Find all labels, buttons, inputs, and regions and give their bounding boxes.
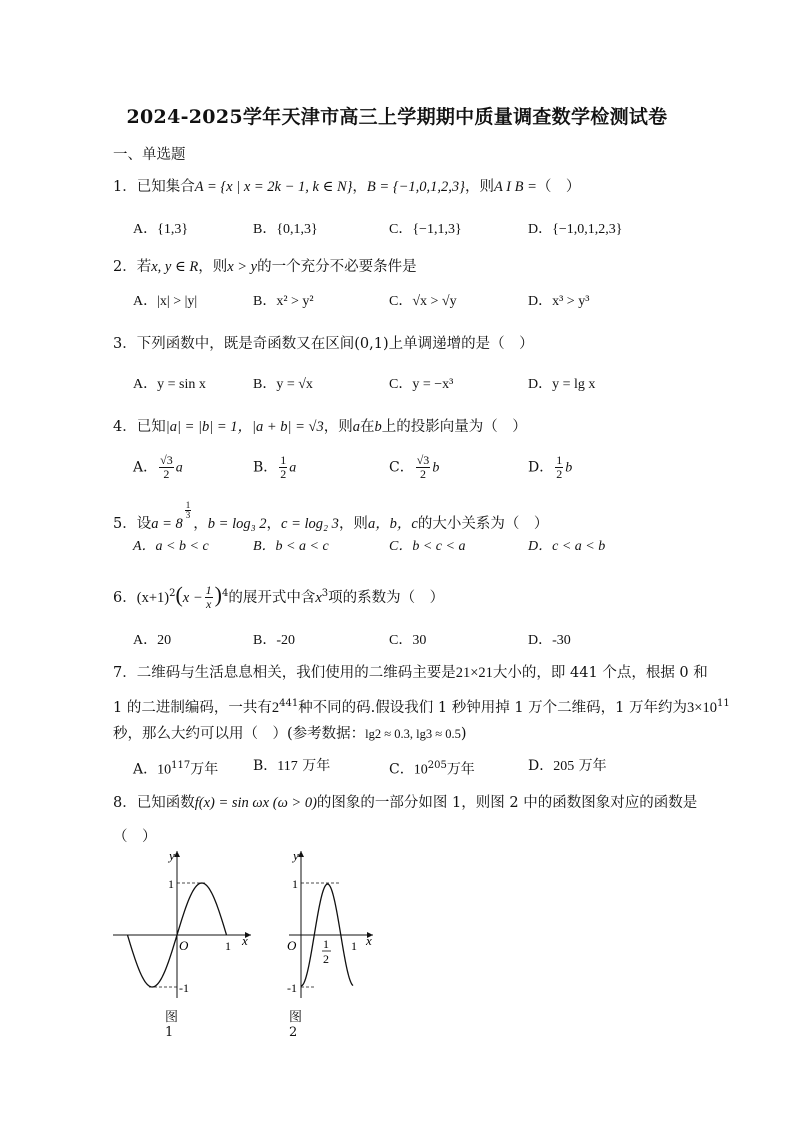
q6-option-a[interactable]: A．20 xyxy=(133,633,172,648)
q7-option-c-base: 10 xyxy=(413,762,428,778)
q4-option-c[interactable] xyxy=(389,454,439,481)
q7-line1-a: 7．二维码与生活息息相关，我们使用的二维码主要是 xyxy=(113,665,456,681)
q8-stem-a: 8．已知函数 xyxy=(113,795,195,811)
q7-option-b[interactable] xyxy=(253,756,330,777)
fig1-tick-ym1: -1 xyxy=(179,981,189,995)
q5-option-d[interactable]: D．c < a < b xyxy=(528,539,606,554)
q4-cond: |a| = |b| = 1，|a + b| = √3 xyxy=(165,419,324,435)
q6-frac-den: x xyxy=(205,597,212,612)
q1-option-a[interactable]: A．{1,3} xyxy=(133,222,189,237)
q1-expr: A I B = xyxy=(493,179,537,195)
fig2-origin-label: O xyxy=(287,938,297,953)
question-6 xyxy=(113,581,445,612)
q7-pow-exp: 441 xyxy=(279,698,299,709)
page-title: 2024-2025学年天津市高三上学期期中质量调查数学检测试卷 xyxy=(126,106,668,128)
q6-expr-a-exp: 2 xyxy=(169,588,176,599)
q6-options xyxy=(133,631,733,651)
q7-option-b-unit: 万年 xyxy=(297,758,331,774)
q5-a-exp-den: 3 xyxy=(185,510,191,520)
q6-right-paren: ) xyxy=(214,581,222,607)
q8-answer-paren: （ ） xyxy=(113,829,157,845)
q1-option-d[interactable]: D．{−1,0,1,2,3} xyxy=(528,222,623,237)
q2-option-d[interactable]: D．x³ > y³ xyxy=(528,294,590,309)
q7-option-c[interactable] xyxy=(389,756,475,781)
q6-stem-a: 6． xyxy=(113,589,137,606)
fig2-x-label: x xyxy=(366,933,372,948)
question-2 xyxy=(113,257,417,277)
q2-stem-c: 的一个充分不必要条件是 xyxy=(257,259,417,275)
q7-option-a-label: A． xyxy=(133,761,158,778)
question-3: 3．下列函数中，既是奇函数又在区间(0,1)上单调递增的是（ ） xyxy=(113,336,534,352)
q7-pow-base: 2 xyxy=(271,699,280,716)
fig2-y-label: y xyxy=(293,848,299,863)
q7-line1-b: 大小的，即 441 个点，根据 0 和 xyxy=(492,665,708,681)
q5-stem-d: ，则 xyxy=(338,516,368,532)
q5-stem-b: ， xyxy=(193,516,208,532)
q1-option-b[interactable]: B．{0,1,3} xyxy=(253,222,318,237)
figure-1-caption: 图1 xyxy=(165,1010,179,1040)
q4-vec-b: b xyxy=(374,419,382,435)
q4-option-c-den: 2 xyxy=(420,467,427,481)
fig1-tick-x1: 1 xyxy=(225,939,231,953)
fig2-tick-y1: 1 xyxy=(292,877,298,891)
q2-option-a[interactable]: A．|x| > |y| xyxy=(133,294,198,309)
section-heading: 一、单选题 xyxy=(113,147,186,163)
fig1-origin-label: O xyxy=(179,938,189,953)
q4-option-a-fraction xyxy=(159,454,174,481)
q5-option-a[interactable]: A．a < b < c xyxy=(133,539,209,554)
q1-stem-d: （ ） xyxy=(536,179,581,195)
q4-stem-d: 上的投影向量为（ ） xyxy=(381,419,527,435)
q7-option-a[interactable] xyxy=(133,756,218,781)
fig2-tick-ym1: -1 xyxy=(287,981,297,995)
q4-option-c-label: C． xyxy=(389,459,414,476)
q4-option-b-num: 1 xyxy=(280,453,287,467)
q6-expr-b-exp: 4 xyxy=(221,588,229,599)
figure-2-graph xyxy=(273,846,393,1001)
q3-options xyxy=(133,375,733,395)
q1-set-a: A = {x | x = 2k − 1, k ∈ N} xyxy=(194,179,353,195)
q6-left-paren: ( xyxy=(175,581,183,607)
q3-option-d[interactable]: D．y = lg x xyxy=(528,377,596,392)
q4-option-c-num: √3 xyxy=(416,453,430,467)
q7-ref: lg2 ≈ 0.3, lg3 ≈ 0.5 xyxy=(365,727,461,741)
q5-a-exponent xyxy=(185,501,192,520)
q2-cond: x > y xyxy=(227,259,258,275)
q4-option-a-den: 2 xyxy=(163,467,170,481)
q4-option-b-label: B． xyxy=(253,459,278,476)
fig1-y-label: y xyxy=(169,848,175,863)
question-7-line-2 xyxy=(113,694,730,718)
q6-option-c[interactable]: C．30 xyxy=(389,633,427,648)
q4-option-c-vec: b xyxy=(432,460,440,476)
q7-line2-a: 1 的二进制编码，一共有 xyxy=(113,699,272,716)
q3-option-b[interactable]: B．y = √x xyxy=(253,377,313,392)
q4-stem-c: 在 xyxy=(360,419,375,435)
question-7-line-1 xyxy=(113,663,708,683)
q6-term: x xyxy=(315,589,322,606)
q5-option-b[interactable]: B．b < a < c xyxy=(253,539,329,554)
q4-option-b[interactable] xyxy=(253,454,296,481)
question-8 xyxy=(113,793,697,813)
q2-stem-a: 2．若 xyxy=(113,259,152,275)
q7-line3-a: 秒，那么大约可以用（ ）(参考数据： xyxy=(113,726,366,742)
q5-stem-a: 5．设 xyxy=(113,516,152,532)
q6-term-exp: 3 xyxy=(321,588,329,599)
q7-option-a-base: 10 xyxy=(157,762,172,778)
q6-stem-c: 项的系数为（ ） xyxy=(328,589,445,606)
q5-b-expr: b = log₃ 2 xyxy=(207,516,267,532)
q5-stem-c: ， xyxy=(266,516,282,532)
q7-option-d-base: 205 xyxy=(553,759,575,774)
q8-func: f(x) = sin ωx (ω > 0) xyxy=(194,795,317,811)
q5-vars: a，b，c xyxy=(367,516,418,532)
q4-option-c-fraction xyxy=(416,454,431,481)
q7-option-d[interactable] xyxy=(528,756,607,777)
q4-option-b-vec: a xyxy=(289,460,297,476)
q5-a-base: a = 8 xyxy=(151,516,183,532)
q7-option-b-label: B． xyxy=(253,758,278,774)
q2-option-b[interactable]: B．x² > y² xyxy=(253,294,314,309)
q4-option-a-vec: a xyxy=(175,460,183,476)
fig1-x-label: x xyxy=(242,933,248,948)
q7-option-c-unit: 万年 xyxy=(446,761,475,778)
fig1-tick-y1: 1 xyxy=(168,877,174,891)
q2-option-c[interactable]: C．√x > √y xyxy=(389,294,457,309)
fig2-tick-x1: 1 xyxy=(351,939,357,953)
q7-option-c-label: C． xyxy=(389,761,414,778)
q6-fraction xyxy=(205,584,213,611)
q4-option-b-den: 2 xyxy=(280,467,287,481)
q4-option-a-num: √3 xyxy=(160,453,173,467)
q7-option-d-unit: 万年 xyxy=(574,758,607,774)
q5-options xyxy=(133,537,733,557)
q6-option-d[interactable]: D．-30 xyxy=(528,633,571,648)
q4-vec-a: a xyxy=(352,419,360,435)
figure-1-graph xyxy=(113,846,258,1001)
q7-option-b-base: 117 xyxy=(277,759,298,774)
q6-expr-a: (x+1) xyxy=(136,589,170,606)
q4-stem-a: 4．已知 xyxy=(113,419,166,435)
q4-option-d-fraction xyxy=(555,454,563,481)
q7-options xyxy=(133,756,733,776)
q6-expr-b: x − xyxy=(182,589,203,606)
q4-option-a-label: A． xyxy=(133,459,158,476)
q6-option-b[interactable]: B．-20 xyxy=(253,633,295,648)
q7-option-d-label: D． xyxy=(528,758,554,774)
q5-stem-e: 的大小关系为（ ） xyxy=(417,516,549,532)
q4-option-b-fraction xyxy=(279,454,287,481)
q4-options xyxy=(133,454,733,484)
q1-stem-b: ， xyxy=(352,179,367,195)
q7-line3-b: ) xyxy=(460,726,467,742)
q4-option-d-num: 1 xyxy=(556,453,563,467)
q6-frac-num: 1 xyxy=(205,583,212,598)
q2-options xyxy=(133,292,733,312)
q5-option-c[interactable]: C．b < c < a xyxy=(389,539,466,554)
q3-option-c[interactable]: C．y = −x³ xyxy=(389,377,454,392)
q1-option-c[interactable]: C．{−1,1,3} xyxy=(389,222,462,237)
q4-option-a[interactable] xyxy=(133,454,183,481)
q5-c-expr: c = log₂ 3 xyxy=(281,516,339,532)
figure-2-caption: 图2 xyxy=(289,1010,303,1040)
question-5 xyxy=(113,501,548,534)
q7-option-a-exp: 117 xyxy=(171,760,191,771)
question-1 xyxy=(113,177,580,197)
q6-stem-b: 的展开式中含 xyxy=(228,589,316,606)
q7-option-c-exp: 205 xyxy=(427,760,447,771)
question-7-line-3 xyxy=(113,724,467,744)
question-4 xyxy=(113,417,527,437)
q8-stem-b: 的图象的一部分如图 1，则图 2 中的函数图象对应的函数是 xyxy=(316,795,698,811)
q4-stem-b: ，则 xyxy=(323,419,353,435)
q2-vars: x, y ∈ R xyxy=(151,259,199,275)
q1-stem-c: ，则 xyxy=(464,179,494,195)
fig2-tick-half-den: 2 xyxy=(323,952,329,966)
q4-option-d-vec: b xyxy=(565,460,573,476)
q7-option-a-unit: 万年 xyxy=(190,761,219,778)
q7-line2-b: 种不同的码.假设我们 1 秒钟用掉 1 万个二维码，1 万年约为 xyxy=(298,699,688,716)
q7-years: 3×10 xyxy=(687,699,717,716)
q3-option-a[interactable]: A．y = sin x xyxy=(133,377,206,392)
q4-option-d-label: D． xyxy=(528,459,554,476)
q1-options xyxy=(133,220,733,240)
q1-set-b: B = {−1,0,1,2,3} xyxy=(366,179,465,195)
q2-stem-b: ，则 xyxy=(198,259,228,275)
q7-years-exp: 11 xyxy=(716,698,730,709)
fig2-tick-half-num: 1 xyxy=(323,937,329,951)
q4-option-d[interactable] xyxy=(528,454,572,481)
q5-a-exp-num: 1 xyxy=(185,500,191,510)
q7-size: 21×21 xyxy=(455,665,493,681)
q1-stem-a: 1．已知集合 xyxy=(113,179,195,195)
q4-option-d-den: 2 xyxy=(556,467,563,481)
